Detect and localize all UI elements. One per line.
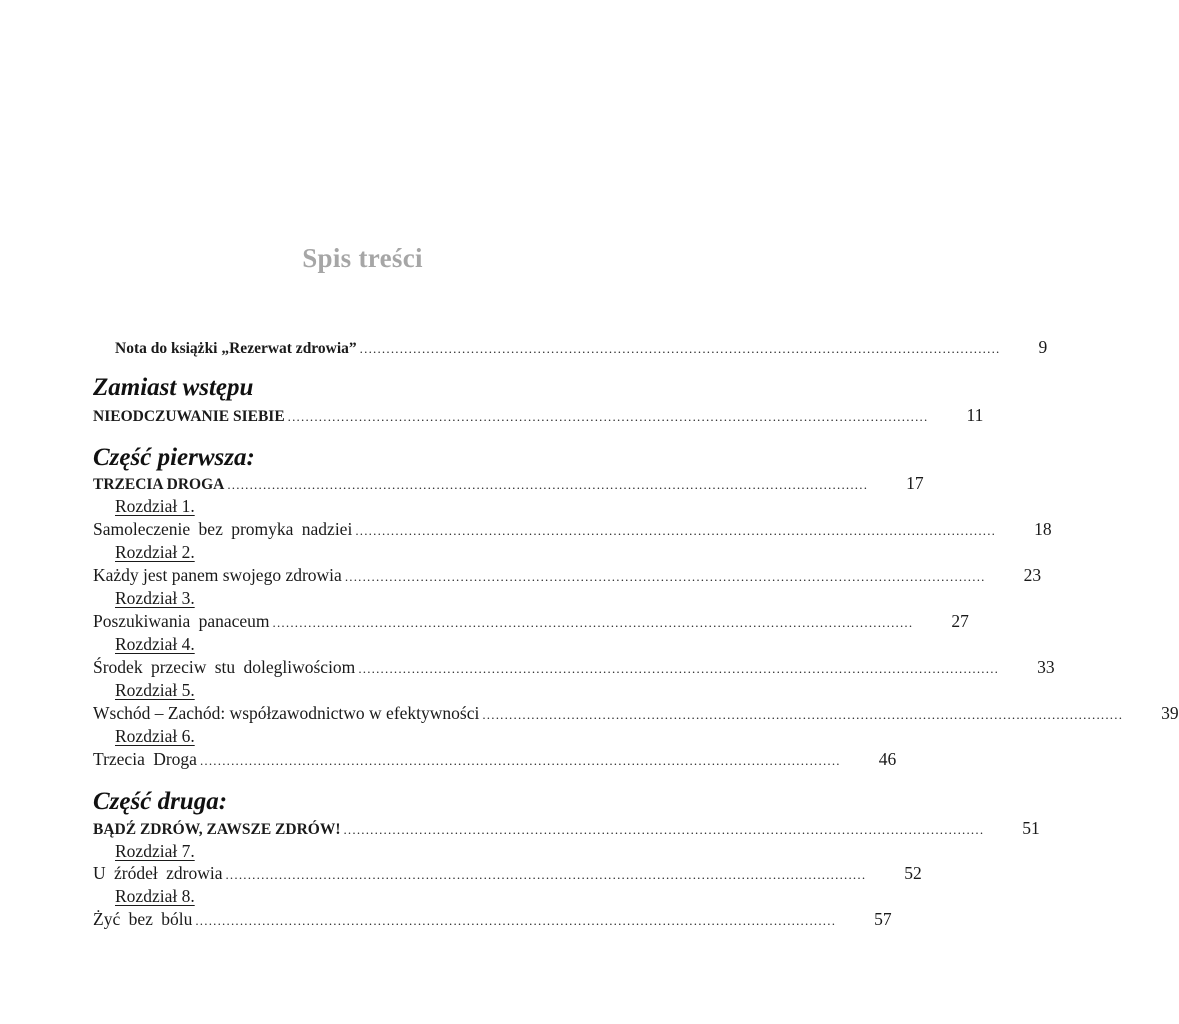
page-number: 33 — [1037, 657, 1055, 677]
toc-entry-title: TRZECIA DROGA — [93, 476, 225, 493]
toc-entry-part1[interactable] — [93, 472, 924, 494]
leader-dots: ................................................................................................................................................ — [343, 822, 985, 837]
toc-entry-chapter-2[interactable] — [93, 564, 1042, 586]
page-number: 51 — [1022, 818, 1040, 838]
leader-dots: ................................................................................................................................................ — [359, 341, 1001, 356]
toc-entry-part2[interactable] — [93, 817, 1040, 839]
page-number: 23 — [1023, 565, 1042, 585]
leader-dots: ................................................................................................................................................ — [287, 409, 929, 424]
toc-entry-title: Żyć bez bólu — [93, 909, 193, 929]
toc-entry-chapter-1[interactable] — [93, 518, 1052, 540]
leader-dots: ................................................................................................................................................ — [199, 753, 841, 768]
toc-entry-title: Wschód – Zachód: współzawodnictwo w efektywności — [93, 703, 480, 723]
page-number: 39 — [1161, 703, 1179, 723]
chapter-label: Rozdział 2. — [115, 542, 195, 562]
leader-dots: ................................................................................................................................................ — [355, 523, 997, 538]
leader-dots: ................................................................................................................................................ — [227, 477, 869, 492]
toc-entry-title: Każdy jest panem swojego zdrowia — [93, 565, 342, 585]
part-heading-part1: Część pierwsza: — [93, 444, 255, 471]
part-heading-intro: Zamiast wstępu — [93, 374, 254, 401]
toc-entry-chapter-3[interactable] — [93, 610, 969, 632]
part-heading-part2: Część druga: — [93, 788, 228, 815]
toc-entry-title: Środek przeciw stu dolegliwościom — [93, 657, 356, 677]
chapter-label: Rozdział 3. — [115, 588, 195, 608]
toc-entry-note[interactable] — [115, 336, 1048, 358]
page-number: 46 — [878, 749, 897, 769]
toc-entry-chapter-5[interactable] — [93, 702, 1179, 724]
leader-dots: ................................................................................................................................................ — [272, 615, 914, 630]
chapter-label: Rozdział 4. — [115, 634, 195, 654]
toc-entry-chapter-4[interactable] — [93, 656, 1055, 678]
page-number: 18 — [1034, 519, 1052, 539]
toc-entry-title: BĄDŹ ZDRÓW, ZAWSZE ZDRÓW! — [93, 821, 341, 838]
toc-entry-title: U źródeł zdrowia — [93, 863, 223, 883]
page-number: 17 — [906, 473, 924, 493]
toc-entry-chapter-8[interactable] — [93, 908, 892, 930]
toc-entry-intro[interactable] — [93, 404, 984, 426]
chapter-label: Rozdział 5. — [115, 680, 195, 700]
chapter-label: Rozdział 8. — [115, 886, 195, 906]
page-title: Spis treści — [302, 243, 423, 273]
leader-dots: ................................................................................................................................................ — [358, 661, 1000, 676]
page-number: 9 — [1038, 337, 1048, 357]
page-number: 11 — [966, 405, 984, 425]
page-number: 57 — [874, 909, 892, 929]
toc-entry-title: Trzecia Droga — [93, 749, 197, 769]
leader-dots: ................................................................................................................................................ — [225, 867, 867, 882]
toc-entry-title: Poszukiwania panaceum — [93, 611, 270, 631]
page-number: 52 — [904, 863, 922, 883]
chapter-label: Rozdział 1. — [115, 496, 195, 516]
chapter-label: Rozdział 7. — [115, 841, 195, 861]
page-number: 27 — [951, 611, 969, 631]
toc-entry-title: Samoleczenie bez promyka nadziei — [93, 519, 353, 539]
toc-entry-title: Nota do książki „Rezerwat zdrowia” — [115, 340, 357, 357]
toc-entry-chapter-6[interactable] — [93, 748, 897, 770]
leader-dots: ................................................................................................................................................ — [195, 913, 837, 928]
leader-dots: ................................................................................................................................................ — [344, 569, 986, 584]
leader-dots: ................................................................................................................................................ — [482, 707, 1124, 722]
toc-entry-chapter-7[interactable] — [93, 862, 922, 884]
chapter-label: Rozdział 6. — [115, 726, 195, 746]
toc-entry-title: NIEODCZUWANIE SIEBIE — [93, 408, 285, 425]
